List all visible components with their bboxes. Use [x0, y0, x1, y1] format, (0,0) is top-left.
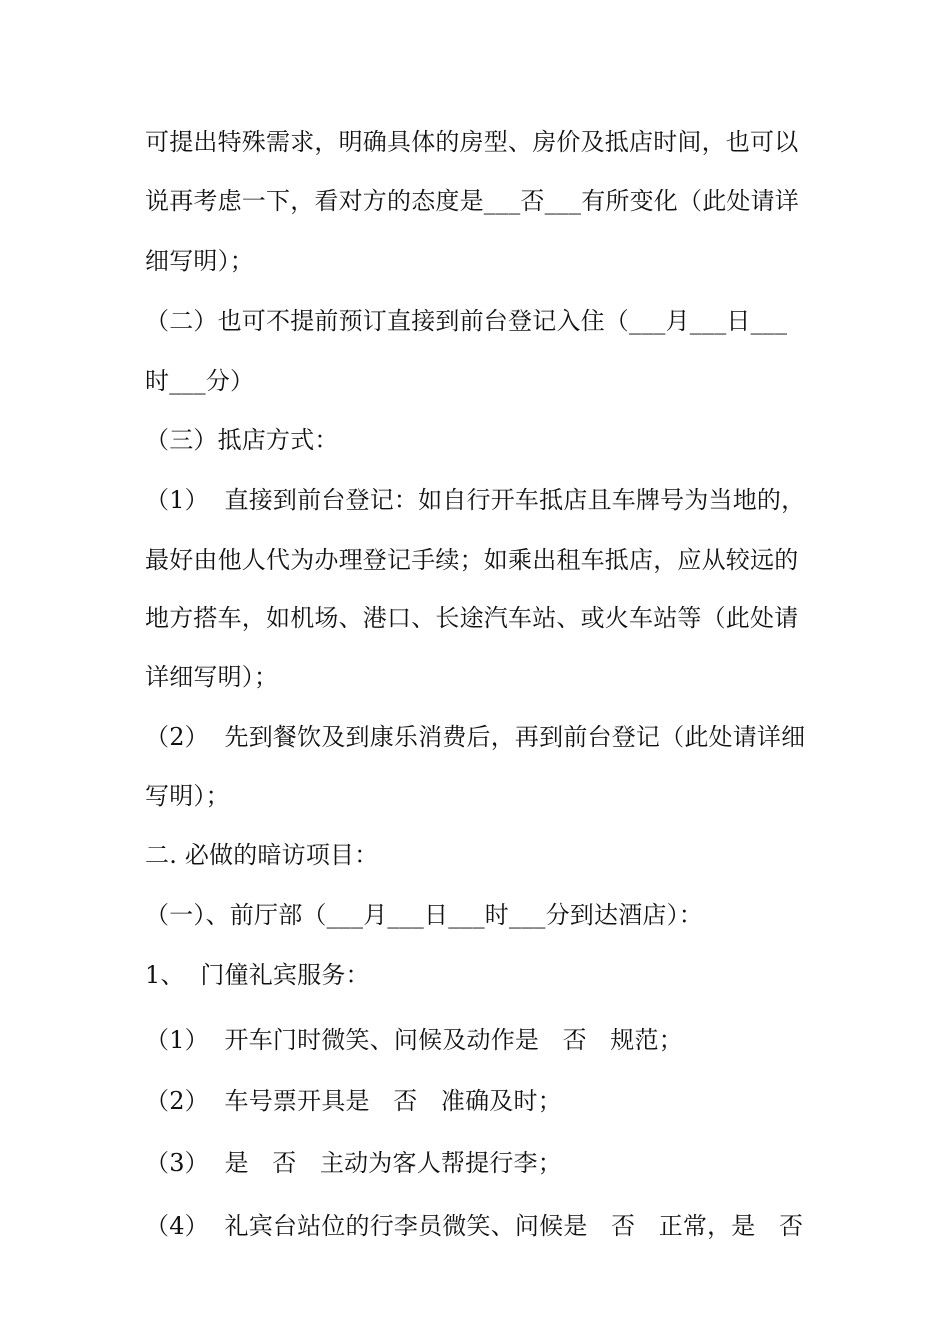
- text-line-13: 二. 必做的暗访项目：: [145, 841, 379, 869]
- text-line-2: 说再考虑一下，看对方的态度是___否___有所变化（此处请详: [145, 187, 799, 215]
- text-line-11: （2） 先到餐饮及到康乐消费后，再到前台登记（此处请详细: [145, 723, 806, 751]
- text-line-4: （二）也可不提前预订直接到前台登记入住（___月___日___: [145, 307, 788, 335]
- text-line-5: 时___分）: [145, 367, 255, 395]
- text-line-3: 细写明）；: [145, 247, 254, 275]
- text-line-18: （3） 是 否 主动为客人帮提行李；: [145, 1149, 562, 1177]
- text-line-17: （2） 车号票开具是 否 准确及时；: [145, 1087, 562, 1115]
- text-line-6: （三）抵店方式：: [145, 426, 339, 454]
- text-line-12: 写明）；: [145, 782, 230, 810]
- text-line-8: 最好由他人代为办理登记手续；如乘出租车抵店，应从较远的: [145, 546, 799, 574]
- text-line-16: （1） 开车门时微笑、问候及动作是 否 规范；: [145, 1026, 683, 1054]
- text-line-14: （一）、前厅部（___月___日___时___分到达酒店）：: [145, 901, 703, 929]
- text-line-1: 可提出特殊需求，明确具体的房型、房价及抵店时间，也可以: [145, 128, 799, 156]
- text-line-15: 1、 门僮礼宾服务：: [145, 961, 370, 989]
- text-line-19: （4） 礼宾台站位的行李员微笑、问候是 否 正常，是 否: [145, 1212, 804, 1240]
- text-line-9: 地方搭车，如机场、港口、长途汽车站、或火车站等（此处请: [145, 604, 799, 632]
- text-line-7: （1） 直接到前台登记：如自行开车抵店且车牌号为当地的，: [145, 486, 806, 514]
- text-line-10: 详细写明）；: [145, 663, 279, 691]
